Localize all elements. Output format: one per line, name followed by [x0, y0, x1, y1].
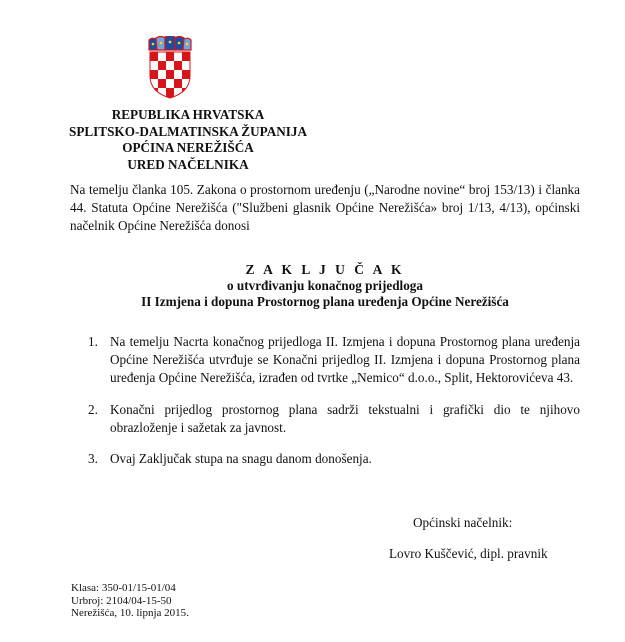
intro-paragraph: Na temelju članka 105. Zakona o prostornom uređenju („Narodne novine“ broj 153/13) i članka 44. Statuta Općine Nerežišća ("Službeni glasnik Općine Nerežišća» broj 1/13, 4/13), općinski načelnik Općine Nerežišća donosi	[70, 182, 580, 234]
decision-items	[88, 333, 580, 481]
list-item	[88, 450, 580, 468]
item-number: 2.	[88, 401, 98, 417]
header-line-municipality: OPĆINA NEREŽIŠĆA	[122, 140, 254, 155]
footer-klasa: Klasa: 350-01/15-01/04	[71, 582, 176, 594]
item-text: Konačni prijedlog prostornog plana sadrži tekstualni i grafički dio te njihovo obrazloženje i sažetak za javnost.	[110, 401, 580, 435]
signature-role: Općinski načelnik:	[413, 515, 513, 530]
croatian-coat-of-arms-icon	[147, 36, 193, 99]
item-number: 1.	[88, 334, 98, 349]
document-header	[0, 107, 376, 173]
item-text: Ovaj Zaključak stupa na snagu danom donošenja.	[110, 451, 372, 467]
list-item	[88, 333, 580, 388]
document-footer	[71, 582, 189, 620]
header-line-county: SPLITSKO-DALMATINSKA ŽUPANIJA	[68, 123, 308, 139]
signature-name: Lovro Kuščević, dipl. pravnik	[389, 546, 548, 561]
decision-title-subtitle: o utvrđivanju konačnog prijedloga	[226, 278, 423, 293]
header-line-country: REPUBLIKA HRVATSKA	[111, 107, 265, 122]
item-number: 3.	[88, 451, 98, 467]
list-item	[88, 401, 580, 437]
header-line-office: URED NAČELNIKA	[127, 156, 249, 172]
footer-place-date: Nerežišća, 10. lipnja 2015.	[71, 607, 189, 619]
item-text: Na temelju Nacrta konačnog prijedloga II. Izmjena i dopuna Prostornog plana uređenja Općine Nerežišća utvrđuje se Konačni prijedlog II. Izmjena i dopuna Prostornog plana uređenja Općine Nerežišća, izrađen od tvrtke „Nemico“ d.o.o., Split, Hektorovićeva 43.	[110, 334, 580, 386]
decision-title	[0, 262, 625, 310]
footer-urbroj: Urbroj: 2104/04-15-50	[71, 594, 172, 607]
decision-title-main: Z A K L J U Č A K	[245, 262, 405, 277]
decision-title-plan: II Izmjena i dopuna Prostornog plana uređenja Općine Nerežišća	[141, 294, 509, 309]
